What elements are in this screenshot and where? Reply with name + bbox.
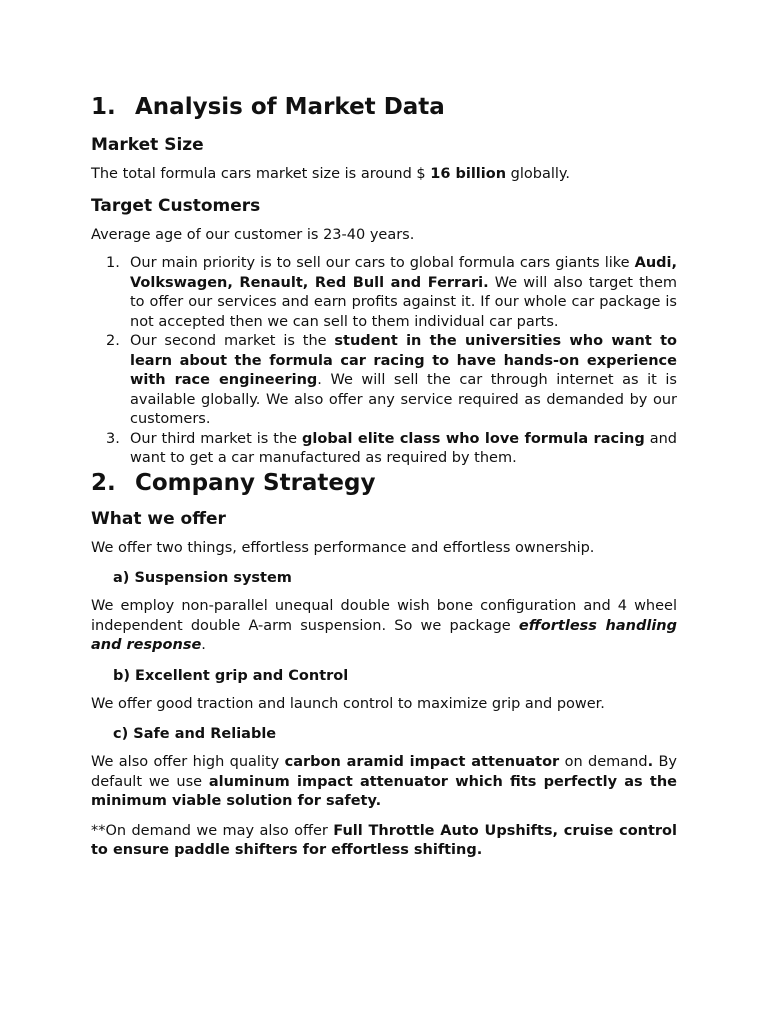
what-we-offer-heading: What we offer	[91, 508, 226, 529]
safe-heading: c) Safe and Reliable	[113, 726, 277, 742]
section-2-title: Company Strategy	[135, 469, 376, 496]
safe-text: We also offer high quality carbon aramid impact attenuator on demand. By default we use aluminum impact attenuator which fits perfectly as the minimum viable solution for safety.	[91, 754, 677, 809]
list-marker: 2.	[106, 333, 120, 349]
target-customers-heading: Target Customers	[91, 195, 261, 216]
list-item: 2. Our second market is the student in the universities who want to learn about the formula car racing to have hands-on experience with race engineering. We will sell the car through internet as it is available globally. We also offer any service required as demanded by our customers.	[106, 333, 677, 427]
suspension-text: We employ non-parallel unequal double wish bone configuration and 4 wheel independent double A-arm suspension. So we package effortless handling and response.	[91, 598, 678, 653]
section-1-number: 1.	[91, 94, 116, 120]
list-marker: 3.	[106, 430, 120, 447]
list-marker: 1.	[106, 255, 120, 271]
grip-text: We offer good traction and launch control to maximize grip and power.	[91, 695, 605, 712]
section-1-title: Analysis of Market Data	[135, 94, 445, 120]
section-2-number: 2.	[91, 469, 116, 496]
list-item: 3. Our third market is the global elite class who love formula racing and want to get a car manufactured as required by them.	[106, 430, 677, 466]
market-size-heading: Market Size	[91, 135, 204, 155]
market-size-text: The total formula cars market size is around $ 16 billion globally.	[91, 166, 571, 182]
section-1-heading	[91, 91, 677, 123]
list-item: 1. Our main priority is to sell our cars to global formula cars giants like Audi, Volkswagen, Renault, Red Bull and Ferrari. We will also target them to offer our services and earn profits against it. If our whole car package is not accepted then we can sell to them individual car parts.	[106, 255, 677, 330]
section-2-heading	[91, 467, 677, 499]
market-size-value: 16 billion	[430, 166, 507, 182]
suspension-heading: a) Suspension system	[113, 570, 292, 586]
target-customers-intro: Average age of our customer is 23-40 years.	[91, 226, 415, 243]
grip-heading: b) Excellent grip and Control	[113, 667, 349, 684]
what-we-offer-text: We offer two things, effortless performance and effortless ownership.	[91, 539, 595, 556]
customer-list	[91, 254, 677, 469]
on-demand-note: **On demand we may also offer Full Throttle Auto Upshifts, cruise control to ensure paddle shifters for effortless shifting.	[91, 822, 677, 858]
